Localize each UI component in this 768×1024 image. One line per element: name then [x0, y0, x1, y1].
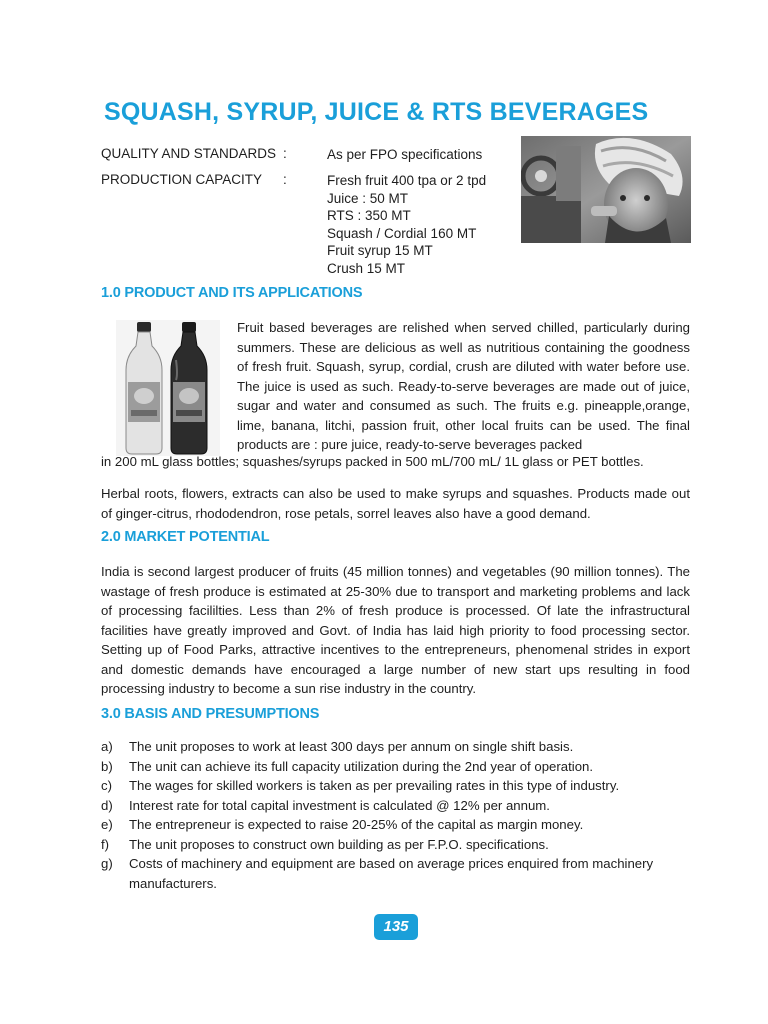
list-item-text: The wages for skilled workers is taken as per prevailing rates in this type of industry. [129, 778, 620, 793]
capacity-line: Fresh fruit 400 tpa or 2 tpd [327, 173, 487, 188]
list-item-text: Interest rate for total capital investment is calculated @ 12% per annum. [129, 797, 550, 813]
capacity-line: RTS : 350 MT [327, 208, 411, 223]
list-item [101, 737, 691, 757]
quality-colon: : [283, 146, 287, 161]
capacity-line: Squash / Cordial 160 MT [327, 225, 477, 241]
list-item [101, 776, 691, 796]
capacity-line: Juice : 50 MT [327, 190, 409, 206]
list-item-text: Costs of machinery and equipment are based on average prices enquired from machinery manufacturers. [129, 856, 654, 891]
list-item [101, 835, 691, 855]
list-item [101, 796, 691, 816]
squash-bottles-photo [116, 320, 220, 456]
section-1-paragraph-1-tail: in 200 mL glass bottles; squashes/syrups packed in 500 mL/700 mL/ 1L glass or PET bottles. [101, 454, 644, 469]
section-1-paragraph-1: Fruit based beverages are relished when served chilled, particularly during summers. These are delicious as well as nutritious containing the goodness of fresh fruit. Squash, syrup, cordial, crush are diluted with water before use. The juice is used as such. Ready-to-serve beverages are made out of juice, sugar and water and consumed as such. The fruits e.g. pineapple,orange, lime, banana, litchi, passion fruit, other local fruits can be used. The final products are : pure juice, ready-to-serve beverages packed [237, 320, 690, 452]
list-marker: g) [101, 856, 113, 871]
section-3-heading: 3.0 BASIS AND PRESUMPTIONS [101, 706, 320, 722]
capacity-line: Crush 15 MT [327, 260, 406, 276]
list-marker: a) [101, 739, 113, 754]
list-item-text: The unit proposes to construct own building as per F.P.O. specifications. [129, 836, 549, 852]
section-1-paragraph-2: Herbal roots, flowers, extracts can also be used to make syrups and squashes. Products made out of ginger-citrus, rhododendron, rose petals, sorrel leaves also have a good demand. [101, 486, 690, 521]
list-marker: d) [101, 797, 113, 813]
man-drinking-photo [521, 136, 691, 243]
list-item [101, 757, 691, 777]
list-marker: e) [101, 817, 113, 832]
list-item-text: The unit proposes to work at least 300 days per annum on single shift basis. [129, 739, 574, 754]
list-marker: b) [101, 758, 113, 774]
page-title: SQUASH, SYRUP, JUICE & RTS BEVERAGES [104, 98, 649, 126]
list-item-text: The unit can achieve its full capacity utilization during the 2nd year of operation. [129, 758, 594, 774]
quality-label: QUALITY AND STANDARDS [101, 146, 277, 161]
quality-value: As per FPO specifications [327, 147, 483, 162]
section-2-heading: 2.0 MARKET POTENTIAL [101, 529, 270, 545]
list-item-text: The entrepreneur is expected to raise 20-25% of the capital as margin money. [129, 817, 584, 832]
list-item [101, 815, 691, 835]
man-drinking-photo-svg [521, 136, 691, 243]
list-item [101, 854, 691, 893]
capacity-line: Fruit syrup 15 MT [327, 243, 433, 258]
presumptions-list [101, 737, 691, 893]
list-marker: c) [101, 778, 112, 793]
list-marker: f) [101, 836, 110, 852]
capacity-colon: : [283, 172, 287, 187]
page-number-badge: 135 [374, 914, 418, 940]
squash-bottles-svg [116, 320, 220, 456]
capacity-label: PRODUCTION CAPACITY [101, 172, 263, 187]
section-1-heading: 1.0 PRODUCT AND ITS APPLICATIONS [101, 285, 363, 301]
capacity-values [327, 172, 486, 277]
section-2-paragraph: India is second largest producer of fruits (45 million tonnes) and vegetables (90 million tonnes). The wastage of fresh produce is estimated at 25-30% due to transport and marketing problems and lack of processing facililties. Less than 2% of fresh produce is processed. Of late the infrastructural facilities have greatly improved and Govt. of India has laid high priority to food processing sector. Setting up of Food Parks, attractive incentives to the entrepreneurs, phenomenal strides in export and domestic demands have encouraged a large number of new start ups resulting in food processing industry to become a sun rise industry in the country. [101, 564, 690, 696]
